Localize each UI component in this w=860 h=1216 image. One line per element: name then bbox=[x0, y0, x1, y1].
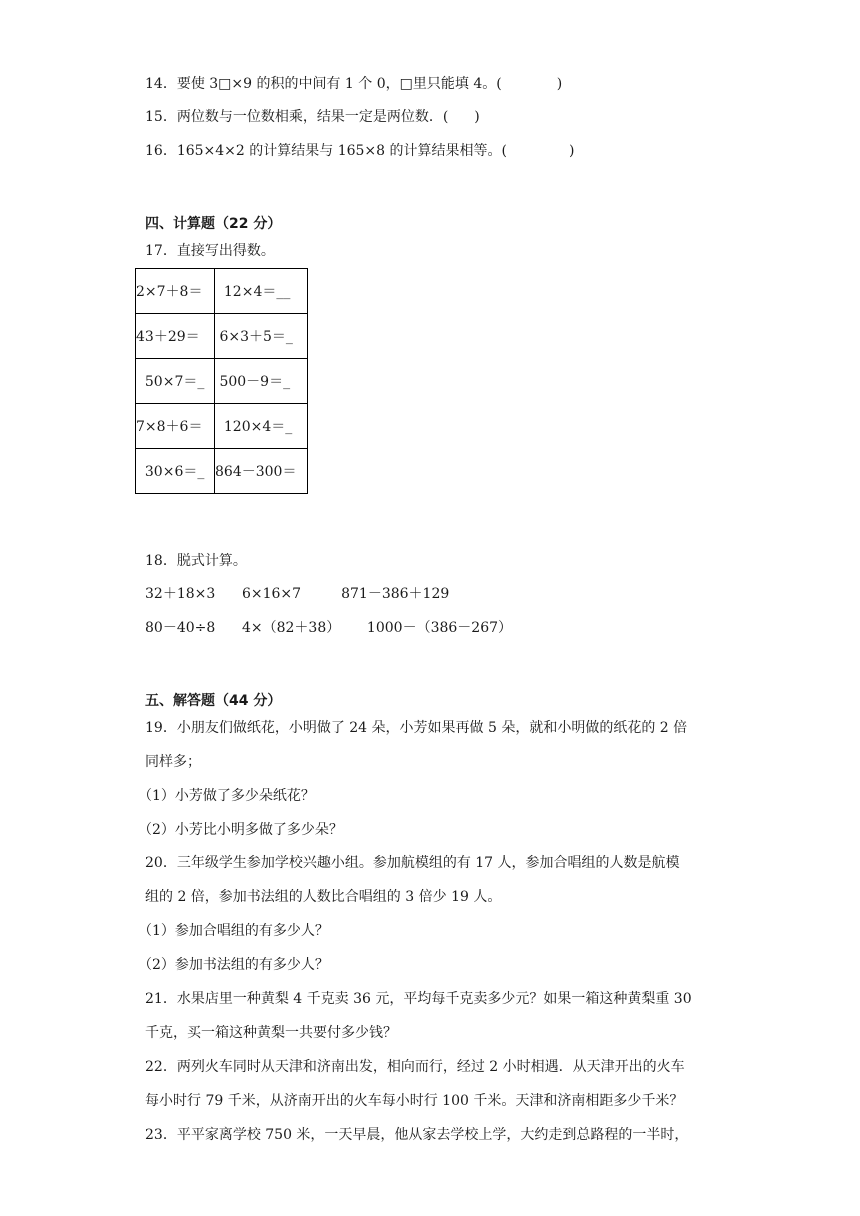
table-cell: 12×4＝__ bbox=[215, 269, 308, 314]
question-19-part-1: （1）小芳做了多少朵纸花？ bbox=[138, 788, 315, 804]
question-19-line-2: 同样多； bbox=[145, 754, 201, 770]
question-20-part-2: （2）参加书法组的有多少人？ bbox=[138, 957, 329, 973]
section-heading-word-problems: 五、解答题（44 分） bbox=[145, 693, 282, 709]
question-19-part-2: （2）小芳比小明多做了多少朵？ bbox=[138, 822, 343, 838]
table-cell: 7×8＋6＝ bbox=[136, 404, 215, 449]
table-cell: 120×4＝_ bbox=[215, 404, 308, 449]
question-23-line-1: 23．平平家离学校 750 米，一天早晨，他从家去学校上学，大约走到总路程的一半时， bbox=[145, 1127, 689, 1143]
section-heading-calculation: 四、计算题（22 分） bbox=[145, 216, 282, 232]
question-21-line-1: 21．水果店里一种黄梨 4 千克卖 36 元，平均每千克卖多少元？如果一箱这种黄梨重 30 bbox=[145, 991, 692, 1007]
table-row bbox=[136, 449, 308, 494]
question-15: 15．两位数与一位数相乘，结果一定是两位数．( ) bbox=[145, 109, 480, 125]
table-cell: 500－9＝_ bbox=[215, 359, 308, 404]
table-row bbox=[136, 359, 308, 404]
q18-expressions-row-2: 80－40÷8 4×（82＋38） 1000－（386－267） bbox=[145, 620, 513, 636]
question-19-line-1: 19．小朋友们做纸花，小明做了 24 朵，小芳如果再做 5 朵，就和小明做的纸花的 2 倍 bbox=[145, 720, 688, 736]
question-17: 17．直接写出得数。 bbox=[145, 243, 275, 259]
question-14: 14．要使 3□×9 的积的中间有 1 个 0，□里只能填 4。( ) bbox=[145, 76, 563, 92]
question-20-part-1: （1）参加合唱组的有多少人？ bbox=[138, 923, 329, 939]
table-cell: 43＋29＝ bbox=[136, 314, 215, 359]
table-cell: 864－300＝ bbox=[215, 449, 308, 494]
question-18: 18．脱式计算。 bbox=[145, 553, 247, 569]
question-22-line-2: 每小时行 79 千米，从济南开出的火车每小时行 100 千米。天津和济南相距多少千米？ bbox=[145, 1093, 684, 1109]
question-20-line-2: 组的 2 倍，参加书法组的人数比合唱组的 3 倍少 19 人。 bbox=[145, 889, 502, 905]
q18-expressions-row-1: 32＋18×3 6×16×7 871－386＋129 bbox=[145, 586, 450, 602]
question-21-line-2: 千克，买一箱这种黄梨一共要付多少钱？ bbox=[145, 1025, 397, 1041]
table-row bbox=[136, 314, 308, 359]
table-row bbox=[136, 404, 308, 449]
table-cell: 30×6＝_ bbox=[136, 449, 215, 494]
table-row bbox=[136, 269, 308, 314]
question-16: 16．165×4×2 的计算结果与 165×8 的计算结果相等。( ) bbox=[145, 143, 575, 159]
table-cell: 50×7＝_ bbox=[136, 359, 215, 404]
question-20-line-1: 20．三年级学生参加学校兴趣小组。参加航模组的有 17 人，参加合唱组的人数是航模 bbox=[145, 855, 680, 871]
mental-math-table bbox=[135, 268, 308, 494]
table-cell: 2×7＋8＝ bbox=[136, 269, 215, 314]
question-22-line-1: 22．两列火车同时从天津和济南出发，相向而行，经过 2 小时相遇．从天津开出的火车 bbox=[145, 1059, 685, 1075]
table-cell: 6×3＋5＝_ bbox=[215, 314, 308, 359]
